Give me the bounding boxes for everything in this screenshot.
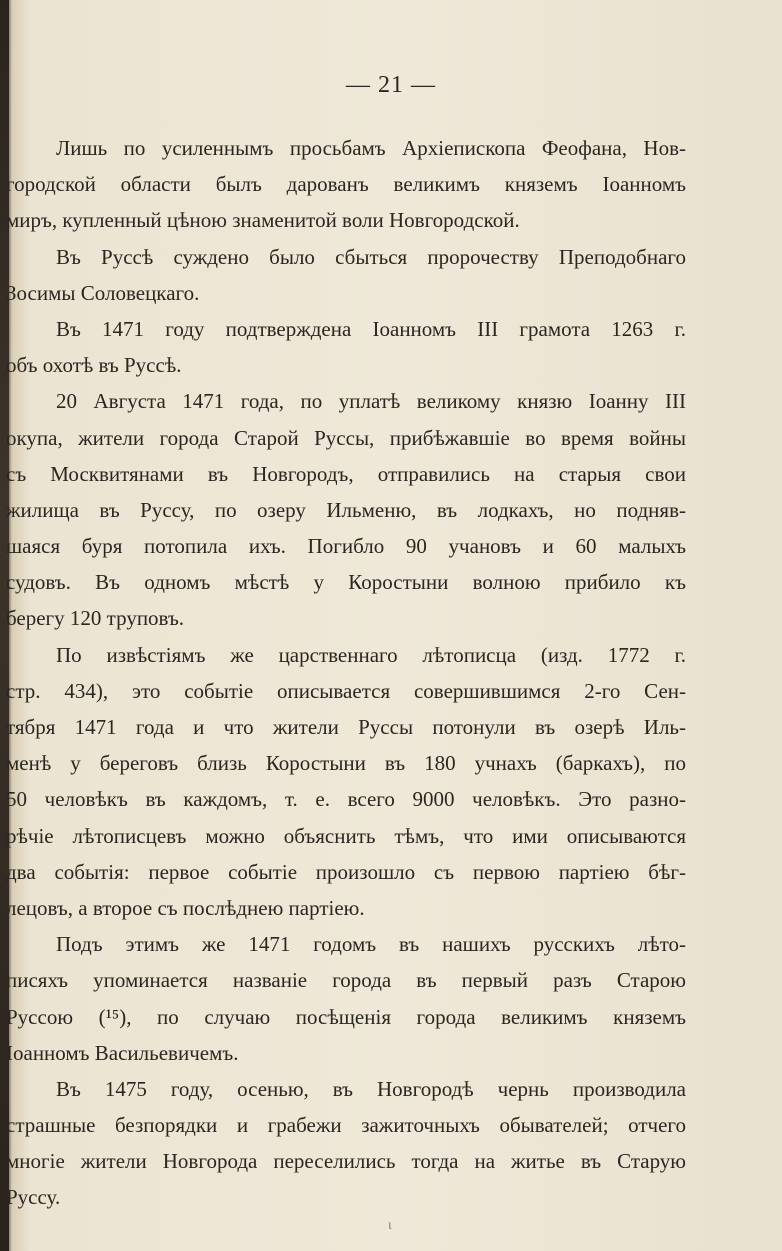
text-line: городской области былъ дарованъ великимъ княземъ Іоанномъ: [6, 172, 686, 197]
body-text: [6, 130, 686, 1216]
text-line: Лишь по усиленнымъ просьбамъ Архіепископа Феофана, Нов-: [56, 136, 686, 160]
text-line: менѣ у береговъ близь Коростыни въ 180 учнахъ (баркахъ), по: [6, 751, 686, 776]
ink-mark: ɩ: [388, 1218, 392, 1233]
text-line: окупа, жители города Старой Руссы, прибѣжавшіе во время войны: [6, 425, 686, 450]
text-line: 50 человѣкъ въ каждомъ, т. е. всего 9000 человѣкъ. Это разно-: [6, 787, 686, 812]
text-line: шаяся буря потопила ихъ. Погибло 90 учановъ и 60 малыхъ: [6, 534, 686, 559]
text-line: рѣчіе лѣтописцевъ можно объяснить тѣмъ, что ими описываются: [6, 823, 686, 848]
text-line: Подъ этимъ же 1471 годомъ въ нашихъ русскихъ лѣто-: [56, 932, 686, 957]
text-line: Зосимы Соловецкаго.: [6, 280, 200, 305]
text-line: миръ, купленный цѣною знаменитой воли Новгородской.: [6, 208, 520, 233]
text-line: страшные безпорядки и грабежи зажиточныхъ обывателей; отчего: [6, 1113, 686, 1138]
text-line: Руссою (¹⁵), по случаю посѣщенія города великимъ княземъ: [6, 1004, 686, 1029]
text-line: Въ Руссѣ суждено было сбыться пророчеству Преподобнаго: [56, 244, 686, 269]
text-line: Іоанномъ Васильевичемъ.: [6, 1040, 239, 1065]
text-line: Руссу.: [6, 1185, 61, 1210]
text-line: писяхъ упоминается названіе города въ первый разъ Старою: [6, 968, 686, 993]
text-line: два событія: первое событіе произошло съ первою партіею бѣг-: [6, 859, 686, 884]
page-number: — 21 —: [346, 72, 436, 98]
text-line: берегу 120 труповъ.: [6, 606, 185, 631]
text-line: объ охотѣ въ Руссѣ.: [6, 353, 182, 378]
text-line: многіе жители Новгорода переселились тогда на житье въ Старую: [6, 1149, 686, 1174]
text-line: тября 1471 года и что жители Руссы потонули въ озерѣ Иль-: [6, 715, 686, 739]
text-line: лецовъ, а второе съ послѣднею партіею.: [6, 895, 365, 920]
text-line: 20 Августа 1471 года, по уплатѣ великому князю Іоанну III: [56, 389, 686, 414]
text-line: жилища въ Руссу, по озеру Ильменю, въ лодкахъ, но подняв-: [6, 497, 686, 522]
text-line: стр. 434), это событіе описывается совершившимся 2-го Сен-: [6, 678, 686, 703]
text-line: судовъ. Въ одномъ мѣстѣ у Коростыни волною прибило къ: [6, 570, 686, 595]
text-line: Въ 1471 году подтверждена Іоанномъ III грамота 1263 г.: [56, 316, 686, 341]
text-line: Въ 1475 году, осенью, въ Новгородѣ чернь производила: [56, 1076, 686, 1101]
text-line: По извѣстіямъ же царственнаго лѣтописца (изд. 1772 г.: [56, 642, 686, 667]
text-line: съ Москвитянами въ Новгородъ, отправились на старыя свои: [6, 461, 686, 486]
